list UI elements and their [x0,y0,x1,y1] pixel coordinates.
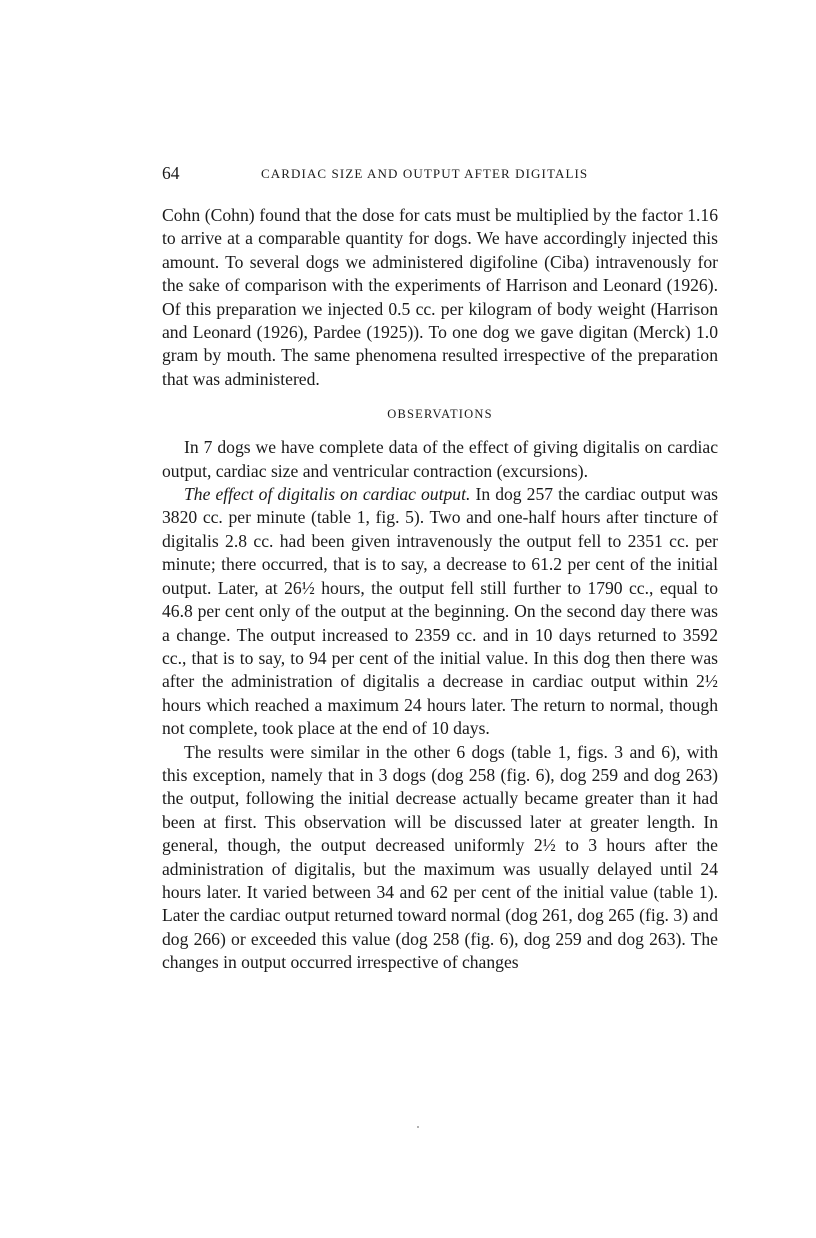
paragraph-observations-intro: In 7 dogs we have complete data of the effect of giving digitalis on cardiac output, cardiac size and ventricular contraction (excursions). [162,437,718,481]
page-speck [417,1126,419,1128]
paragraph-methods-continued: Cohn (Cohn) found that the dose for cats must be multiplied by the factor 1.16 to arrive at a comparable quantity for dogs. We have accordingly injected this amount. To several dogs we administered digifoline (Ciba) intravenously for the sake of comparison with the experiments of Harrison and Leonard (1926). Of this preparation we injected 0.5 cc. per kilogram of body weight (Harrison and Leonard (1926), Pardee (1925)). To one dog we gave digitan (Merck) 1.0 gram by mouth. The same phenomena resulted irrespective of the preparation that was administered. [162,205,718,389]
paragraph-effect-on-output [162,483,718,740]
run-in-heading-effect-on-output: The effect of digitalis on cardiac output. [184,484,471,505]
page-number: 64 [162,163,180,183]
paragraph-results-other-dogs: The results were similar in the other 6 dogs (table 1, figs. 3 and 6), with this exception, namely that in 3 dogs (dog 258 (fig. 6), dog 259 and dog 263) the output, following the initial decrease actually became greater than it had been at first. This observation will be discussed later at greater length. In general, though, the output decreased uniformly 2½ to 3 hours after the administration of digitalis, but the maximum was usually delayed until 24 hours later. It varied between 34 and 62 per cent of the initial value (table 1). Later the cardiac output returned toward normal (dog 261, dog 265 (fig. 3) and dog 266) or exceeded this value (dog 258 (fig. 6), dog 259 and dog 263). The changes in output occurred irrespective of changes [162,741,718,973]
running-title: CARDIAC SIZE AND OUTPUT AFTER DIGITALIS [261,166,589,181]
body-text [162,204,718,975]
page-header [162,162,718,186]
section-heading-observations: OBSERVATIONS [387,407,493,422]
paragraph-effect-text: In dog 257 the cardiac output was 3820 cc. per minute (table 1, fig. 5). Two and one-half hours after tincture of digitalis 2.8 cc. had been given intravenously the output fell to 2351 cc. per minute; there occurred, that is to say, a decrease to 61.2 per cent of the initial output. Later, at 26½ hours, the output fell still further to 1790 cc., equal to 46.8 per cent only of the output at the beginning. On the second day there was a change. The output increased to 2359 cc. and in 10 days returned to 3592 cc., that is to say, to 94 per cent of the initial value. In this dog then there was after the administration of digitalis a decrease in cardiac output within 2½ hours which reached a maximum 24 hours later. The return to normal, though not complete, took place at the end of 10 days. [162,484,718,739]
